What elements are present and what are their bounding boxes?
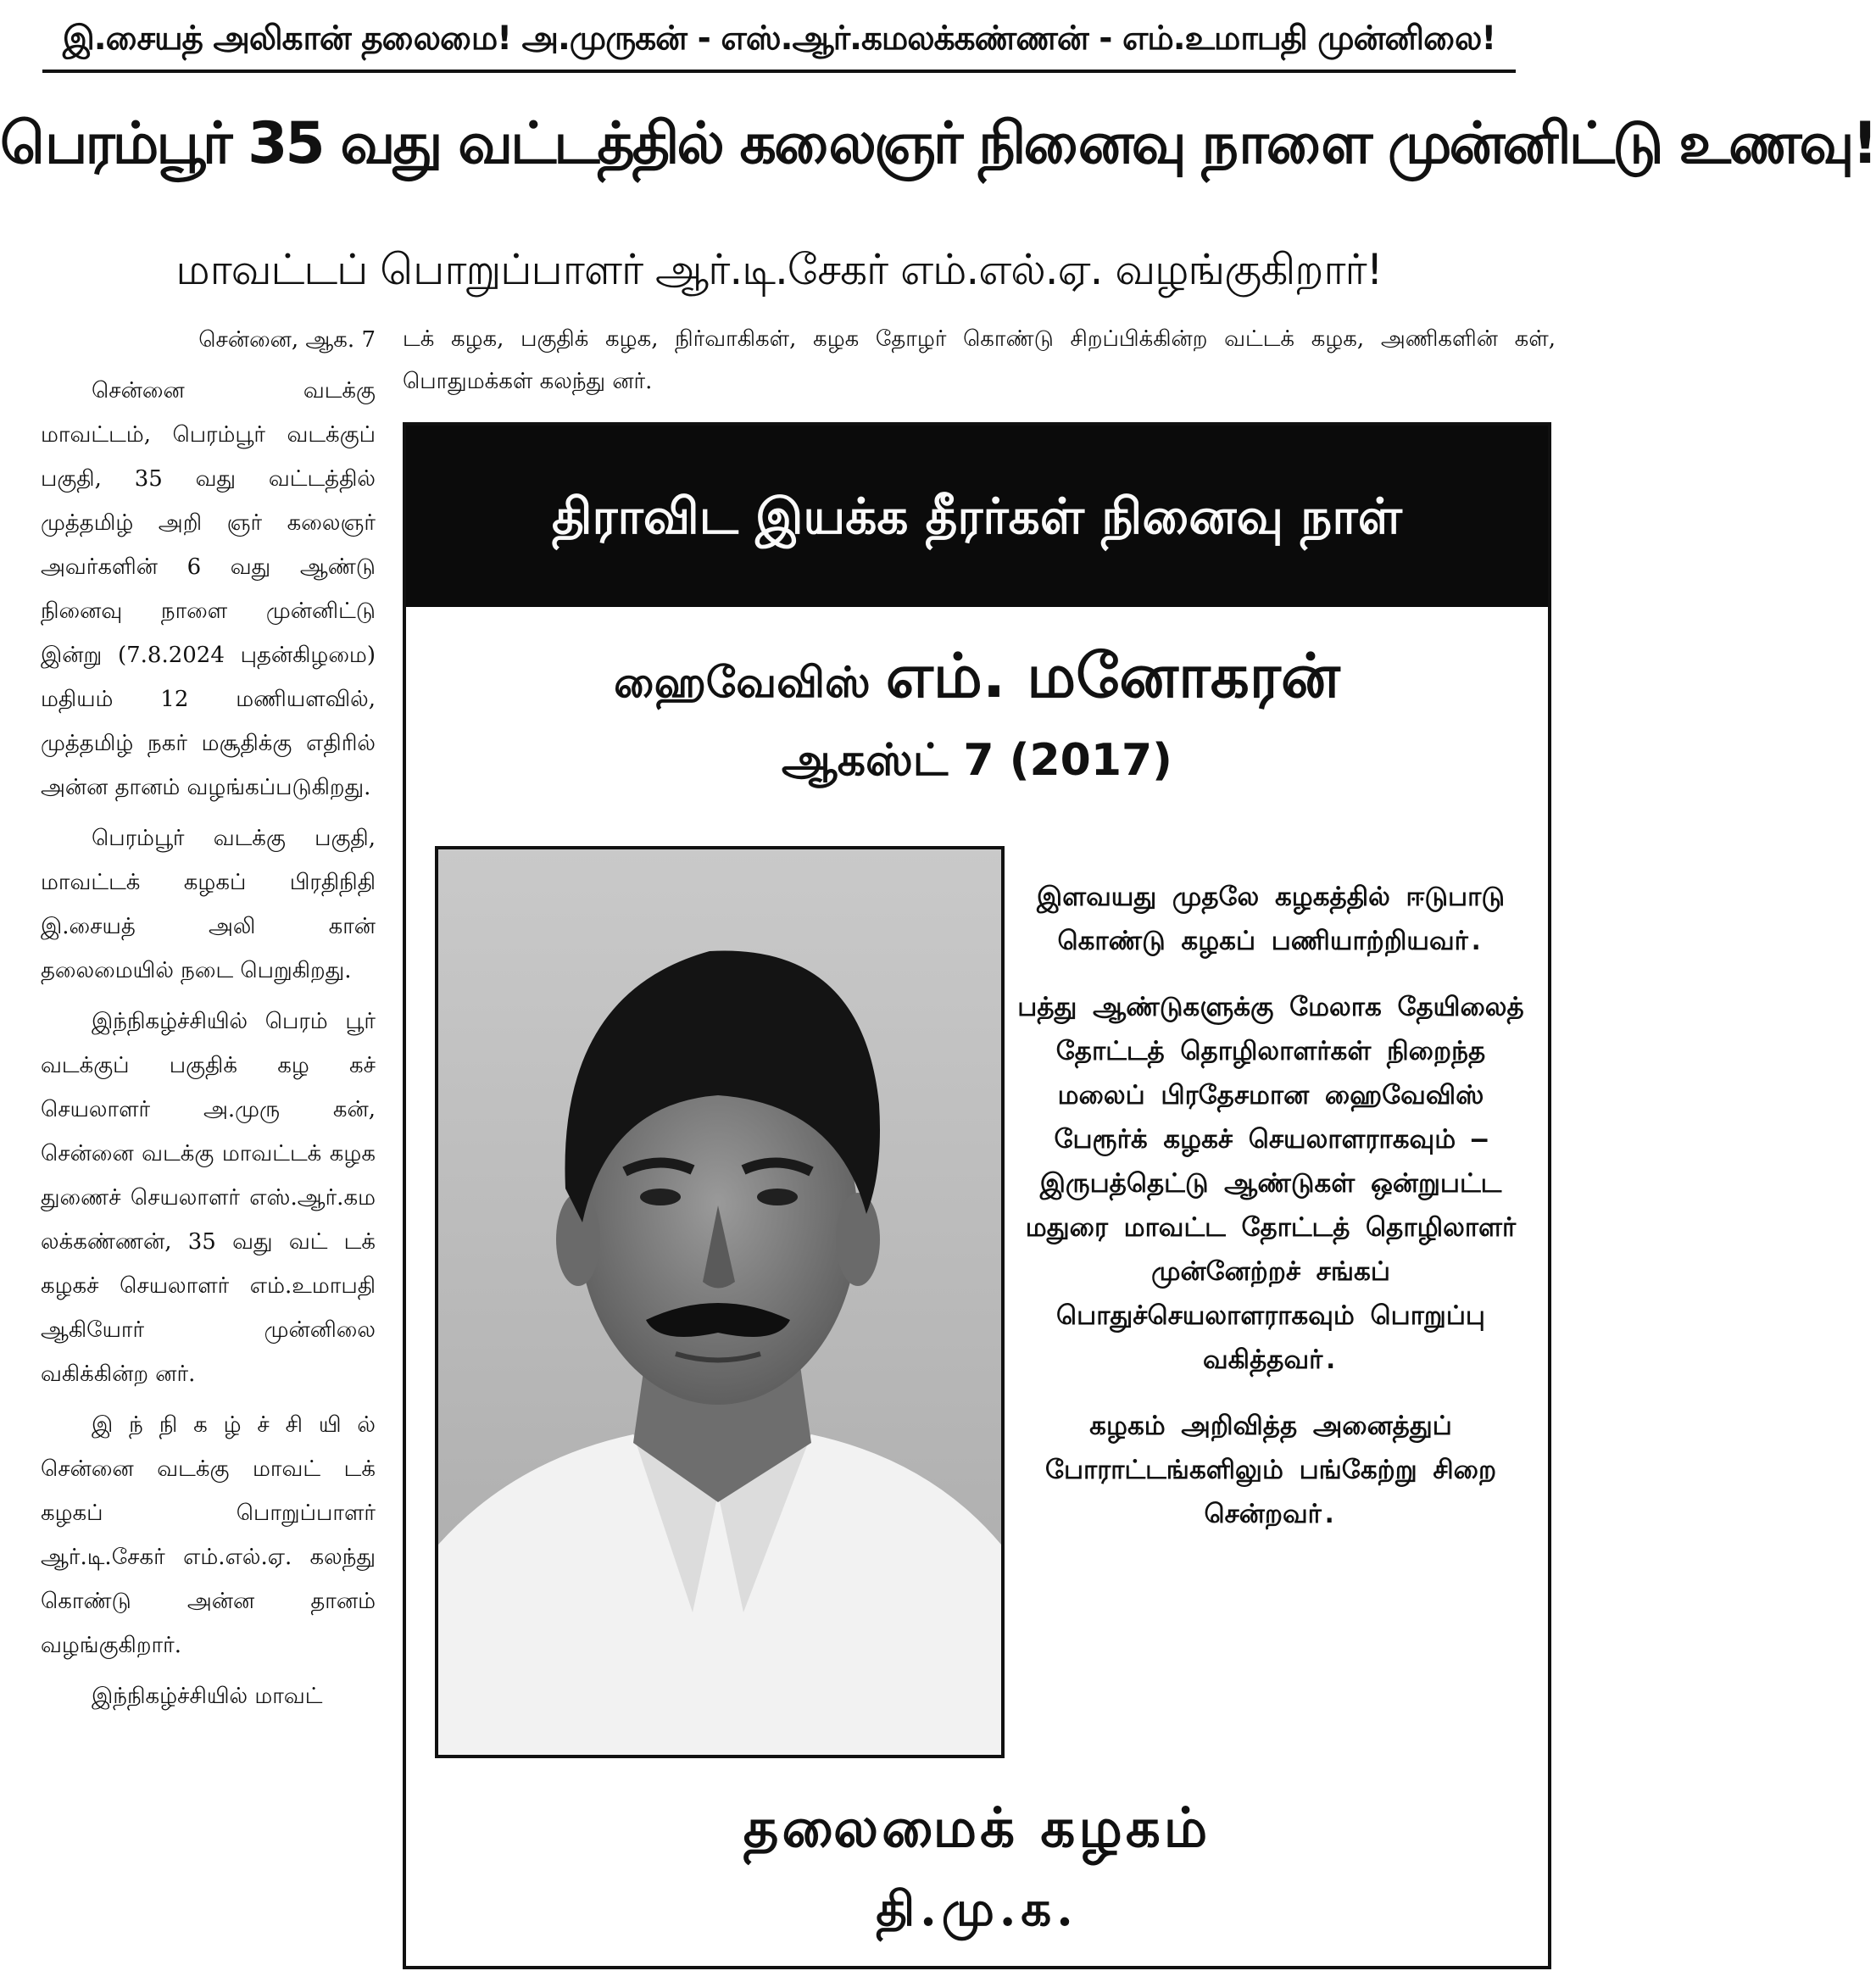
article-dateline	[41, 318, 376, 362]
portrait-photo	[435, 846, 1005, 1758]
article-paragraph	[41, 816, 376, 993]
dateline-text: சென்னை, ஆக. 7	[198, 327, 376, 353]
bio-paragraph: பத்து ஆண்டுகளுக்கு மேலாக தேயிலைத் தோட்டத் தொழிலாளர்கள் நிறைந்த மலைப் பிரதேசமான ஹைவேவிஸ் பேரூர்க் கழகச் செயலாளராகவும் – இருபத்தெட்டு ஆண்டுகள் ஒன்றுபட்ட மதுரை மாவட்ட தோட்டத் தொழிலாளர் முன்னேற்றச் சங்கப் பொதுச்செயலாளராகவும் பொறுப்பு வகித்தவர்.	[1017, 992, 1524, 1375]
kicker-line: இ.சையத் அலிகான் தலைமை! அ.முருகன் - எஸ்.ஆர்.கமலக்கண்ணன் - எம்.உமாபதி முன்னிலை!	[42, 8, 1516, 73]
portrait-image	[438, 849, 1001, 1755]
memorial-bio	[1016, 875, 1525, 1773]
article-paragraph	[41, 369, 376, 810]
paragraph-text: இந்நிகழ்ச்சியில் மாவட்	[92, 1684, 323, 1709]
memorial-banner: திராவிட இயக்க தீரர்கள் நினைவு நாள்	[406, 426, 1548, 607]
paragraph-text: பெரம்பூர் வடக்கு பகுதி, மாவட்டக் கழகப் பிரதிநிதி இ.சையத் அலி கான் தலைமையில் நடை பெறுகிறது.	[41, 826, 376, 983]
bio-paragraph: கழகம் அறிவித்த அனைத்துப் போராட்டங்களிலும் பங்கேற்று சிறை சென்றவர்.	[1044, 1411, 1497, 1529]
article-paragraph	[41, 1403, 376, 1667]
article-paragraph	[41, 999, 376, 1396]
article-paragraph	[41, 1674, 376, 1718]
article-continuation: டக் கழக, பகுதிக் கழக, நிர்வாகிகள், கழக தோழர் கொண்டு சிறப்பிக்கின்ற வட்டக் கழக, அணிகளின் கள், பொதுமக்கள் கலந்து னர்.	[403, 326, 1556, 394]
subheadline: மாவட்டப் பொறுப்பாளர் ஆர்.டி.சேகர் எம்.எல்.ஏ. வழங்குகிறார்!	[175, 245, 1383, 294]
paragraph-text: இ ந் நி க ழ் ச் சி யி ல் சென்னை வடக்கு மாவட் டக் கழகப் பொறுப்பாளர் ஆர்.டி.சேகர் எம்.எல்.ஏ. கலந்து கொண்டு அன்ன தானம் வழங்குகிறார்.	[41, 1412, 376, 1658]
headline: பெரம்பூர் 35 வது வட்டத்தில் கலைஞர் நினைவு நாளை முன்னிட்டு உணவு!	[0, 110, 1876, 177]
footer-party: தி.மு.க.	[876, 1881, 1078, 1937]
footer-organization: தலைமைக் கழகம்	[743, 1796, 1211, 1860]
memorial-date: ஆகஸ்ட் 7 (2017)	[782, 735, 1172, 786]
article-column	[41, 318, 376, 1982]
memorial-name	[406, 637, 1548, 714]
person-name: எம். மனோகரன்	[885, 640, 1340, 711]
bio-paragraph: இளவயது முதலே கழகத்தில் ஈடுபாடு கொண்டு கழகப் பணியாற்றியவர்.	[1037, 882, 1505, 956]
paragraph-text: சென்னை வடக்கு மாவட்டம், பெரம்பூர் வடக்குப் பகுதி, 35 வது வட்டத்தில் முத்தமிழ் அறி ஞர் கலைஞர் அவர்களின் 6 வது ஆண்டு நினைவு நாளை முன்னிட்டு இன்று (7.8.2024 புதன்கிழமை) மதியம் 12 மணியளவில், முத்தமிழ் நகர் மசூதிக்கு எதிரில் அன்ன தானம் வழங்கப்படுகிறது.	[41, 378, 376, 800]
paragraph-text: இந்நிகழ்ச்சியில் பெரம் பூர் வடக்குப் பகுதிக் கழ கச் செயலாளர் அ.முரு கன், சென்னை வடக்கு மாவட்டக் கழக துணைச் செயலாளர் எஸ்.ஆர்.கம லக்கண்ணன், 35 வது வட் டக் கழகச் செயலாளர் எம்.உமாபதி ஆகியோர் முன்னிலை வகிக்கின்ற னர்.	[41, 1009, 376, 1387]
memorial-advertisement	[403, 422, 1551, 1969]
name-prefix: ஹைவேவிஸ்	[614, 658, 871, 707]
